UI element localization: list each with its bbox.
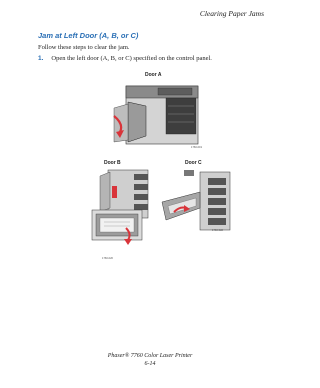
step-1 [38, 55, 212, 62]
door-c-label: Door C [185, 160, 202, 166]
door-c-figure-code: 1760-022 [212, 229, 223, 232]
step-number: 1. [38, 55, 44, 62]
footer-product: Phaser® 7760 Color Laser Printer [107, 353, 193, 359]
page-footer [0, 353, 300, 368]
door-a-figure-code: 1760-019 [191, 146, 202, 149]
door-c-illustration [160, 168, 232, 232]
footer-page-number: 6-14 [144, 360, 156, 367]
section-title: Jam at Left Door (A, B, or C) [38, 31, 139, 40]
door-a-illustration [108, 80, 203, 148]
intro-text: Follow these steps to clear the jam. [38, 44, 130, 51]
running-header: Clearing Paper Jams [199, 9, 264, 18]
door-b-figure-code: 1760-020 [102, 257, 113, 260]
door-b-illustration [86, 168, 158, 248]
door-a-label: Door A [145, 72, 162, 78]
door-b-label: Door B [104, 160, 121, 166]
step-text: Open the left door (A, B, or C) specified on the control panel. [51, 55, 212, 62]
